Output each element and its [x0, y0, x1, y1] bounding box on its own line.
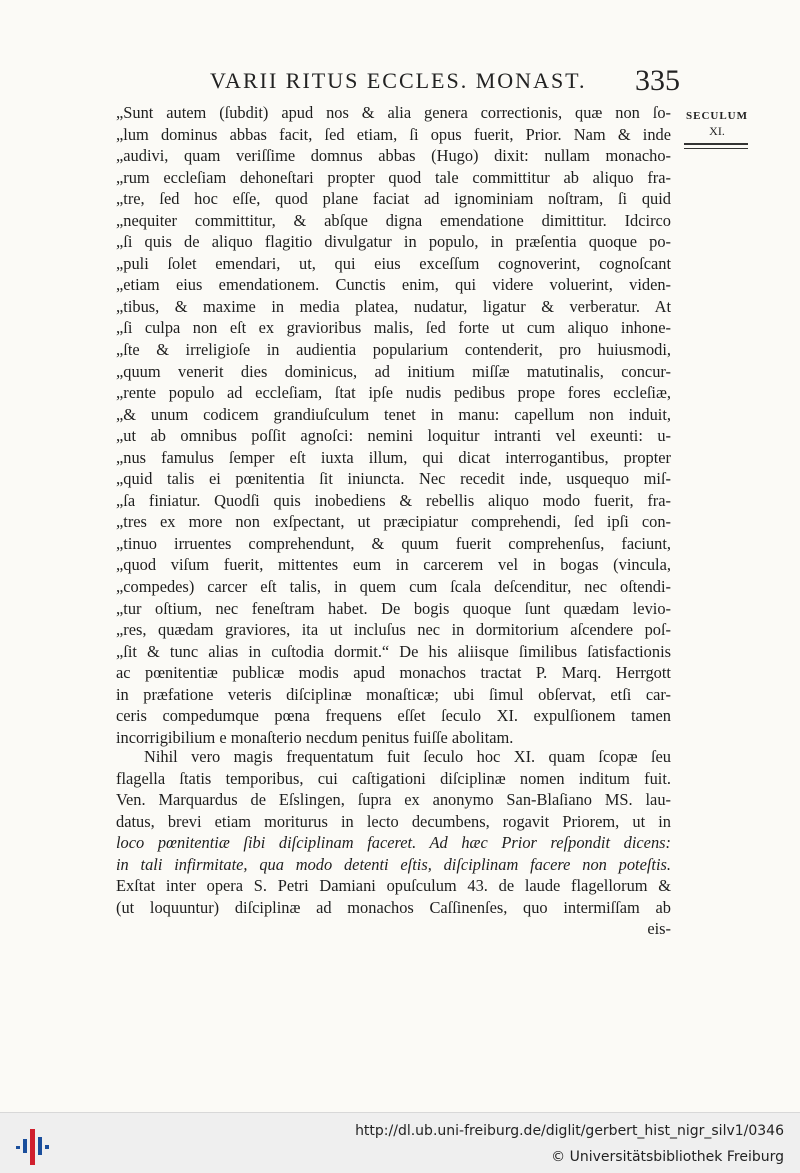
text-line: „nequiter committitur, & abſque digna emendatione dimittitur. Idcirco: [116, 210, 671, 230]
text-line: incorrigibilium e monaſterio necdum penitus fuiſſe abolitam.: [116, 727, 514, 747]
text-line: „tinuo irruentes comprehendunt, & quum fuerit comprehenſus, faciunt,: [116, 533, 671, 553]
text-line: „tur oſtium, nec feneſtram habet. De bogis quoque ſunt quædam levio-: [116, 598, 671, 618]
text-line: „audivi, quam veriſſime domnus abbas (Hugo) dixit: nullam monacho-: [116, 146, 671, 166]
margin-note-rule: [684, 143, 748, 149]
margin-note-label: SECULUM: [685, 110, 748, 122]
text-line: „compedes) carcer eſt talis, in quem cum ſcala deſcenditur, nec oſtendi-: [116, 577, 671, 597]
text-line: in tali infirmitate, qua modo detenti eſtis, diſciplinam facere non poteſtis.: [116, 854, 671, 874]
text-line: „rente populo ad eccleſiam, ſtat ipſe nudis pedibus prope fores eccleſiæ,: [116, 383, 671, 403]
page-number: 335: [635, 64, 680, 97]
copyright-notice: © Universitätsbibliothek Freiburg: [551, 1149, 784, 1165]
text-line: „tres ex more non exſpectant, ut præcipiatur comprehendi, ſed ipſi con-: [116, 512, 671, 532]
text-line: ac pœnitentiæ publicæ modis apud monachos tractat P. Marq. Herrgott: [116, 663, 671, 683]
text-line: „ut ab omnibus poſſit agnoſci: nemini loquitur intranti vel exeunti: u-: [116, 426, 671, 446]
viewer-footer: [0, 1112, 800, 1173]
paragraph-quotation: [116, 102, 671, 748]
source-url[interactable]: http://dl.ub.uni-freiburg.de/diglit/gerbert_hist_nigr_silv1/0346: [355, 1123, 784, 1139]
margin-note-century: [684, 110, 750, 149]
text-line: datus, brevi etiam moriturus in lecto decumbens, rogavit Priorem, ut in: [116, 811, 671, 831]
text-line: „quid talis ei pœnitentia ſit iniuncta. Nec recedit inde, usquequo miſ-: [116, 469, 671, 489]
text-line: in præfatione veteris diſciplinæ monaſticæ; ubi ſimul obſervat, etſi car-: [116, 684, 671, 704]
text-line: „ſi culpa non eſt ex gravioribus malis, ſed forte ut cum aliquo inhone-: [116, 318, 671, 338]
text-line: ceris compedumque pœna frequens eſſet ſeculo XI. expulſionem tamen: [116, 706, 671, 726]
text-line: „quod viſum fuerit, mittentes eum in carcerem vel in bogas (vincula,: [116, 555, 671, 575]
text-line: „res, quædam graviores, ita ut incluſus nec in dormitorium aſcendere poſ-: [116, 620, 671, 640]
text-line: Ven. Marquardus de Eſslingen, ſupra ex anonymo San-Blaſiano MS. lau-: [116, 790, 671, 810]
text-line: flagella ſtatis temporibus, cui caſtigationi diſciplinæ nomen inditum fuit.: [116, 768, 671, 788]
text-line: loco pœnitentiæ ſibi diſciplinam faceret. Ad hæc Prior reſpondit dicens:: [116, 833, 671, 853]
text-line: „ſa finiatur. Quodſi quis inobediens & rebellis aliquo modo fuerit, fra-: [116, 490, 671, 510]
text-line: „ſte & irreligioſe in audientia popularium contenderit, pro huiusmodi,: [116, 340, 671, 360]
text-line: „quum venerit dies dominicus, ad initium miſſæ matutinalis, concur-: [116, 361, 671, 381]
margin-note-century-number: XI.: [709, 124, 725, 138]
text-line: „nus famulus ſemper eſt iuxta illum, qui dicat interrogantibus, propter: [116, 447, 671, 467]
text-line: „tre, ſed hoc eſſe, quod plane faciat ad ignominiam noſtram, ſi quid: [116, 189, 671, 209]
catchword: eis-: [647, 919, 671, 939]
text-line: Exſtat inter opera S. Petri Damiani opuſculum 43. de laude flagellorum &: [116, 876, 671, 896]
text-line: „Sunt autem (ſubdit) apud nos & alia genera correctionis, quæ non ſo-: [116, 103, 671, 122]
text-line: „& unum codicem grandiuſculum tenet in manu: capellum non induit,: [116, 404, 671, 424]
text-line: „puli ſolet emendari, ut, qui eius exceſſum cognoverint, cognoſcant: [116, 253, 671, 273]
running-title: VARII RITUS ECCLES. MONAST.: [210, 68, 587, 93]
running-header: [210, 64, 680, 100]
text-line: „tibus, & maxime in media platea, nudatur, ligatur & verberatur. At: [116, 296, 671, 316]
paragraph-flagella: [116, 746, 671, 940]
text-line: „ſi quis de aliquo flagitio divulgatur in populo, in præſentia quoque po-: [116, 232, 671, 252]
ub-freiburg-logo: [14, 1127, 54, 1167]
text-line: „etiam eius emendationem. Cunctis enim, qui videre voluerint, viden-: [116, 275, 671, 295]
text-line: „lum dominus abbas facit, ſed etiam, ſi opus fuerit, Prior. Nam & inde: [116, 124, 671, 144]
text-line: „rum eccleſiam dehoneſtari propter quod tale committitur ab aliquo fra-: [116, 167, 671, 187]
text-line: (ut loquuntur) diſciplinæ ad monachos Caſſinenſes, quo intermiſſam ab: [116, 897, 671, 917]
text-line: „ſit & tunc alias in cuſtodia dormit.“ De his aliisque ſimilibus ſatisfactionis: [116, 641, 671, 661]
text-line: Nihil vero magis frequentatum fuit ſeculo hoc XI. quam ſcopæ ſeu: [144, 747, 671, 766]
